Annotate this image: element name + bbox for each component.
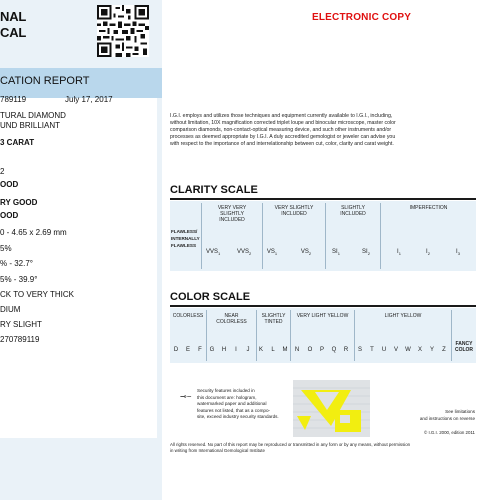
clarity-grade: [422, 249, 434, 256]
security-line: this document are: hologram,: [197, 394, 257, 400]
color-header-very-light-yellow: [291, 313, 354, 319]
security-line: Security features included in: [197, 388, 255, 393]
color-grade-letter: W: [405, 347, 411, 353]
color-grade-letter: H: [221, 347, 227, 353]
value-4: OOD: [0, 180, 19, 189]
brand-line-2: CAL: [0, 25, 27, 40]
flawless-line: FLAWLESS: [171, 243, 197, 248]
grade-base: I: [397, 249, 399, 255]
intro-line: I.G.I. employs and utilizes those techniques and equipment currently available to I.G.I., including,: [170, 113, 393, 119]
color-grade-letter: X: [417, 347, 422, 353]
color-grade-letter: J: [246, 347, 250, 353]
color-grade-letter: E: [185, 347, 190, 353]
grade-sub: 1: [218, 251, 221, 257]
security-line: features not listed, that as a compo-: [197, 407, 271, 413]
color-grade-letter: S: [357, 347, 362, 353]
color-grade-letter: R: [343, 347, 349, 353]
grade-base: VVS: [206, 249, 219, 255]
color-grade-letter: K: [258, 347, 263, 353]
header-line: VERY VERY: [217, 205, 247, 211]
clarity-scale-title: CLARITY SCALE: [170, 184, 258, 196]
header-line: INCLUDED: [340, 211, 366, 217]
header-line: VERY LIGHT YELLOW: [296, 313, 349, 319]
grade-sub: 2: [427, 251, 430, 257]
clarity-grade: [360, 249, 372, 256]
color-header-near-colorless: [207, 313, 256, 325]
color-grade-letter: I: [235, 347, 237, 353]
value-14: 270789119: [0, 335, 40, 344]
color-grade-letter: D: [173, 347, 179, 353]
color-scale-rule: [170, 305, 476, 307]
header-line: INCLUDED: [281, 211, 307, 217]
rights-line: in writing from International Gemological Institute: [170, 448, 265, 453]
limitations-line: See limitations: [445, 409, 475, 414]
grade-base: I: [456, 249, 458, 255]
header-line: SLIGHTLY: [341, 205, 365, 211]
brand-line-1: NAL: [0, 9, 27, 24]
clarity-grade: [266, 249, 278, 256]
header-line: LIGHT YELLOW: [384, 313, 422, 319]
clarity-grade: [237, 249, 252, 257]
grade-base: I: [426, 249, 428, 255]
color-grade-letter: V: [393, 347, 398, 353]
color-grade-letter: P: [319, 347, 324, 353]
header-line: TINTED: [264, 319, 283, 325]
clarity-grade: [206, 249, 221, 257]
grade-base: SI: [362, 249, 368, 255]
clarity-header-vvs: [202, 205, 262, 223]
color-grade-letter: Y: [429, 347, 434, 353]
header-line: INCLUDED: [219, 217, 245, 223]
color-grade-letter: O: [307, 347, 313, 353]
header-line: COLORLESS: [216, 319, 247, 325]
color-grade-letter: G: [209, 347, 215, 353]
clarity-divider: [380, 203, 381, 269]
grade-base: VS: [300, 249, 309, 255]
value-12: DIUM: [0, 305, 21, 314]
limitations-note: [399, 409, 475, 422]
header-line: IMPERFECTION: [409, 205, 448, 211]
color-grade-letter: Q: [331, 347, 337, 353]
grade-sub: 2: [249, 251, 252, 257]
clarity-grade: [300, 249, 312, 256]
color-divider: [451, 310, 452, 361]
color-fancy-label: [452, 341, 476, 353]
security-line: watermarked paper and additional: [197, 401, 267, 406]
value-9: % - 32.7°: [0, 259, 33, 268]
limitations-line: and instructions on reverse: [419, 415, 475, 421]
color-grade-letter: T: [370, 347, 374, 353]
color-grade-letter: N: [294, 347, 300, 353]
color-grade-letter: U: [381, 347, 387, 353]
header-line: SLIGHTLY: [261, 313, 286, 319]
value-5: RY GOOD: [0, 198, 38, 207]
security-text: [197, 388, 279, 421]
grade-sub: 3: [457, 251, 460, 257]
report-values-area: [0, 98, 157, 438]
grade-sub: 2: [367, 251, 370, 257]
grade-sub: 1: [398, 251, 401, 257]
hologram-image: [293, 380, 370, 437]
color-grade-letter: L: [271, 347, 275, 353]
color-header-slightly-tinted: [257, 313, 290, 325]
clarity-grade: [330, 249, 342, 256]
intro-line: processes as deemed appropriate by I.G.I. A duly accredited gemologist or jeweler can advise you: [170, 134, 396, 140]
color-header-colorless: [170, 313, 206, 319]
grade-sub: 2: [308, 251, 312, 257]
key-icon: ⊸−: [180, 392, 192, 401]
grade-base: VS: [266, 249, 275, 255]
value-3: 2: [0, 167, 5, 176]
flawless-line: INTERNALLY: [171, 236, 200, 241]
copyright-note: © I.G.I. 2000, edition 2011: [424, 430, 475, 435]
color-grade-letter: Z: [442, 347, 446, 353]
grade-base: VVS: [237, 249, 250, 255]
header-line: VERY SLIGHTLY: [274, 205, 314, 211]
value-6: OOD: [0, 211, 19, 220]
flawless-line: FLAWLESS/: [171, 229, 198, 234]
value-8: 5%: [0, 244, 12, 253]
fancy-line: FANCY: [455, 341, 473, 347]
rights-notice: [170, 442, 410, 454]
value-13: RY SLIGHT: [0, 320, 42, 329]
intro-paragraph: [170, 113, 476, 148]
color-grade-letter: M: [282, 347, 288, 353]
clarity-header-si: [326, 205, 380, 217]
grade-base: SI: [332, 249, 338, 255]
value-2: 3 CARAT: [0, 138, 35, 147]
clarity-grade: [452, 249, 464, 256]
value-11: CK TO VERY THICK: [0, 290, 74, 299]
clarity-grade: [393, 249, 405, 256]
intro-line: comparison diamonds, non-contact-optical measuring device, and such other instruments and/or: [170, 127, 392, 133]
intro-line: without limitation, 10X magnification corrected triplet loupe and binocular microscope, master color: [170, 120, 396, 126]
color-grade-letter: F: [198, 347, 202, 353]
clarity-header-imperfection: [381, 205, 476, 211]
color-scale-title: COLOR SCALE: [170, 291, 251, 303]
brand-name: [0, 9, 26, 41]
intro-line: with respect to the importance of and interrelationship between cut, color, clarity and carat weight.: [170, 141, 394, 147]
value-7: 0 - 4.65 x 2.69 mm: [0, 228, 67, 237]
grade-sub: 1: [337, 251, 340, 257]
qr-code[interactable]: [97, 5, 149, 57]
clarity-scale-rule: [170, 198, 476, 200]
value-1: UND BRILLIANT: [0, 121, 61, 130]
report-title: CATION REPORT: [0, 75, 90, 87]
security-line: site, exceed industry security standards.: [197, 414, 279, 419]
grade-sub: 1: [274, 251, 278, 257]
report-date: July 17, 2017: [65, 95, 113, 104]
flawless-label: [171, 228, 200, 249]
value-10: 5% - 39.9°: [0, 275, 38, 284]
header-line: COLORLESS: [172, 313, 204, 319]
report-number: 789119: [0, 95, 27, 104]
value-0: TURAL DIAMOND: [0, 111, 66, 120]
rights-line: All rights reserved. No part of this report may be reproduced or transmitted in any form or by any means, without permission: [170, 442, 411, 447]
color-header-light-yellow: [355, 313, 451, 319]
fancy-line: COLOR: [454, 347, 474, 353]
header-line: NEAR: [224, 313, 239, 319]
electronic-copy-label: ELECTRONIC COPY: [312, 12, 412, 23]
clarity-header-vs: [263, 205, 325, 217]
header-line: SLIGHTLY: [220, 211, 244, 217]
